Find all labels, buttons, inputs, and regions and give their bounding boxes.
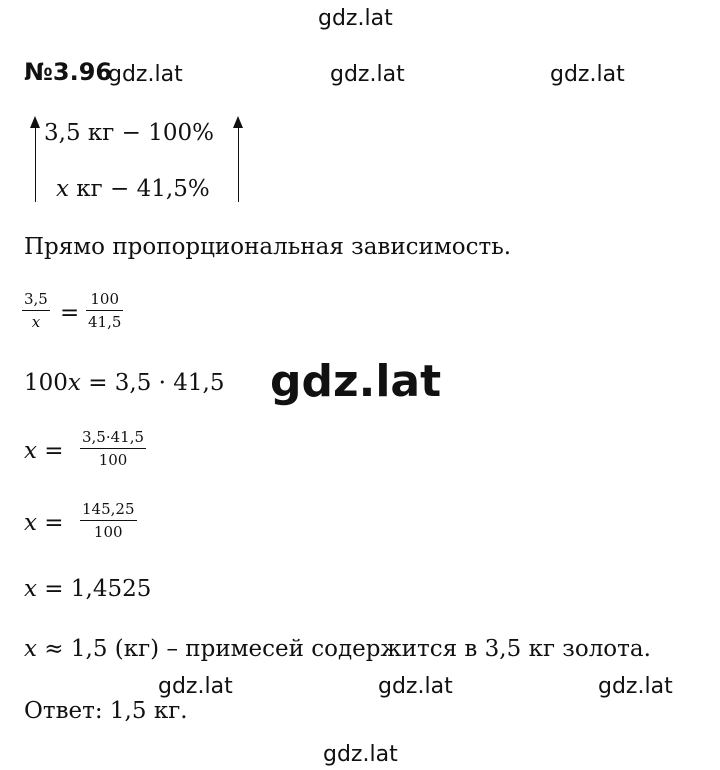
equation-step-3-lhs bbox=[24, 438, 64, 464]
watermark-center: gdz.lat bbox=[270, 356, 442, 407]
variable-x: x bbox=[24, 438, 37, 464]
left-arrow-icon bbox=[35, 118, 36, 202]
step-3-eq: = bbox=[36, 438, 64, 464]
watermark-row1-c: gdz.lat bbox=[550, 62, 625, 87]
fraction-step-4 bbox=[80, 500, 137, 541]
fraction-step-3-denominator: 100 bbox=[80, 448, 146, 469]
fraction-right-numerator: 100 bbox=[90, 290, 120, 308]
right-arrow-icon bbox=[238, 118, 239, 202]
conclusion-text: ≈ 1,5 (кг) – примесей содержится в 3,5 кг золота. bbox=[36, 636, 651, 662]
variable-x: x bbox=[24, 510, 37, 536]
watermark-row1-a: gdz.lat bbox=[108, 62, 183, 87]
step-5-rest: = 1,4525 bbox=[36, 576, 152, 602]
step-2-left: 100 bbox=[24, 370, 68, 396]
proportion-row-2-text: кг − 41,5% bbox=[68, 176, 210, 202]
fraction-left-numerator: 3,5 bbox=[24, 290, 48, 308]
answer: Ответ: 1,5 кг. bbox=[24, 698, 188, 724]
statement: Прямо пропорциональная зависимость. bbox=[24, 234, 512, 260]
fraction-step-4-denominator: 100 bbox=[80, 520, 137, 541]
fraction-left-denominator: x bbox=[22, 310, 50, 331]
problem-number: №3.96 bbox=[24, 58, 113, 86]
equation-step-5 bbox=[24, 576, 151, 602]
conclusion bbox=[24, 636, 651, 662]
variable-x: x bbox=[67, 370, 81, 396]
fraction-right-denominator: 41,5 bbox=[86, 310, 123, 331]
variable-x: x bbox=[24, 636, 37, 662]
proportion-row-2 bbox=[56, 176, 210, 202]
equation-step-2 bbox=[24, 370, 225, 396]
variable-x: x bbox=[56, 176, 69, 202]
variable-x: x bbox=[24, 576, 37, 602]
fraction-step-3 bbox=[80, 428, 146, 469]
equals-sign: = bbox=[60, 300, 80, 326]
watermark-row2-c: gdz.lat bbox=[598, 674, 673, 699]
watermark-row2-a: gdz.lat bbox=[158, 674, 233, 699]
step-2-right: = 3,5 · 41,5 bbox=[80, 370, 225, 396]
fraction-step-4-numerator: 145,25 bbox=[82, 500, 135, 518]
proportion-row-1: 3,5 кг − 100% bbox=[44, 120, 214, 146]
equation-step-4-lhs bbox=[24, 510, 64, 536]
watermark-row2-b: gdz.lat bbox=[378, 674, 453, 699]
fraction-right bbox=[86, 290, 123, 331]
step-4-eq: = bbox=[36, 510, 64, 536]
watermark-bottom: gdz.lat bbox=[323, 742, 398, 767]
watermark-row1-b: gdz.lat bbox=[330, 62, 405, 87]
watermark-top: gdz.lat bbox=[318, 6, 393, 31]
fraction-left bbox=[22, 290, 50, 331]
fraction-step-3-numerator: 3,5·41,5 bbox=[82, 428, 145, 446]
